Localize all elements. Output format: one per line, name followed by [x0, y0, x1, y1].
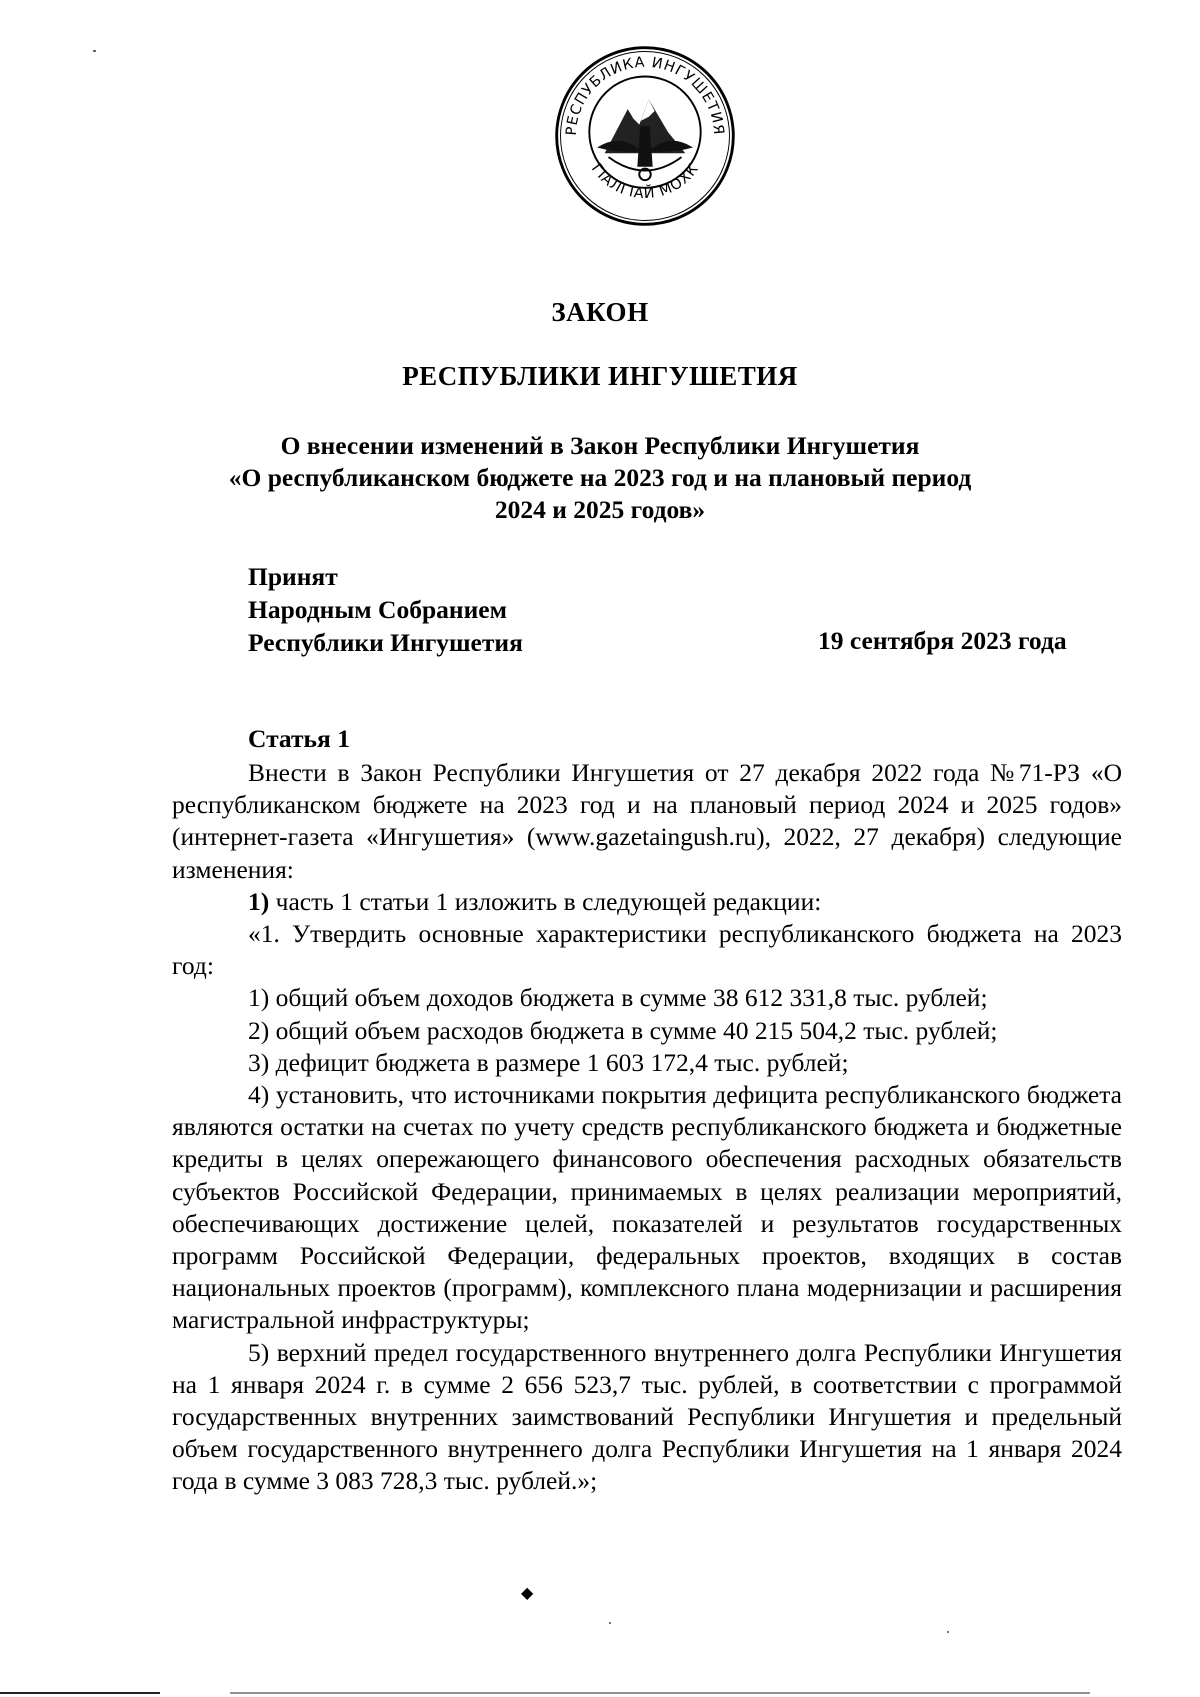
law-issuer: РЕСПУБЛИКИ ИНГУШЕТИЯ: [402, 361, 798, 391]
scan-mark: ◆: [521, 1585, 534, 1602]
item-number: 1): [248, 886, 270, 916]
scan-speck: [947, 1631, 949, 1633]
law-subject: [150, 430, 1050, 526]
svg-text:ГIАЛГIАЙ МОХК: ГIАЛГIАЙ МОХК: [587, 160, 703, 203]
subject-line: 2024 и 2025 годов»: [494, 495, 706, 524]
subject-line: «О республиканском бюджете на 2023 год и на плановый период: [228, 463, 972, 492]
scan-edge-line: [0, 1692, 160, 1694]
svg-text:РЕСПУБЛИКА ИНГУШЕТИЯ: РЕСПУБЛИКА ИНГУШЕТИЯ: [563, 54, 727, 137]
budget-point-2: 2) общий объем расходов бюджета в сумме 40 215 504,2 тыс. рублей;: [248, 1015, 998, 1045]
adoption-line: Народным Собранием: [248, 595, 507, 624]
adoption-line: Принят: [248, 562, 338, 591]
emblem-icon: [549, 40, 741, 232]
article-body: [172, 757, 1122, 1498]
scan-speck: [93, 50, 96, 52]
item-text: часть 1 статьи 1 изложить в следующей редакции:: [275, 886, 822, 916]
adoption-block: [248, 560, 523, 659]
law-title: ЗАКОН: [551, 297, 649, 327]
scan-speck: [609, 1622, 611, 1624]
article-intro: Внести в Закон Республики Ингушетия от 27 декабря 2022 года №71-РЗ «О республиканском бюджете на 2023 год и на плановый период 2024 и 2025 годов» (интернет-газета «Ингушетия» (www.gazetaingush.ru), 2022, 27 декабря) следующие изменения:: [172, 758, 1122, 884]
quoted-part: «1. Утвердить основные характеристики республиканского бюджета на 2023 год:: [172, 919, 1122, 981]
budget-point-4: 4) установить, что источниками покрытия дефицита республиканского бюджета являются остатки на счетах по учету средств республиканского бюджета и бюджетные кредиты в целях опережающего финансового обеспечения расходных обязательств субъектов Российской Федерации, принимаемых в целях реализации мероприятий, обеспечивающих достижение целей, показателей и результатов государственных программ Российской Федерации, федеральных проектов, входящих в состав национальных проектов (программ), комплексного плана модернизации и расширения магистральной инфраструктуры;: [172, 1080, 1122, 1335]
subject-line: О внесении изменений в Закон Республики Ингушетия: [280, 431, 920, 460]
budget-point-3: 3) дефицит бюджета в размере 1 603 172,4 тыс. рублей;: [248, 1047, 849, 1077]
adoption-date: 19 сентября 2023 года: [818, 626, 1067, 655]
budget-point-5: 5) верхний предел государственного внутреннего долга Республики Ингушетия на 1 января 2024 г. в сумме 2 656 523,7 тыс. рублей, в соответствии с программой государственных внутренних заимствований Республики Ингушетия и предельный объем государственного внутреннего долга Республики Ингушетия на 1 января 2024 года в сумме 3 083 728,3 тыс. рублей.»;: [172, 1337, 1122, 1496]
article-title: Статья 1: [248, 724, 350, 753]
republic-emblem-seal: [549, 40, 741, 232]
amendment-item-1: [172, 886, 1122, 918]
adoption-line: Республики Ингушетия: [248, 628, 523, 657]
scan-edge-line: [230, 1692, 1090, 1694]
budget-point-1: 1) общий объем доходов бюджета в сумме 38 612 331,8 тыс. рублей;: [248, 983, 988, 1013]
